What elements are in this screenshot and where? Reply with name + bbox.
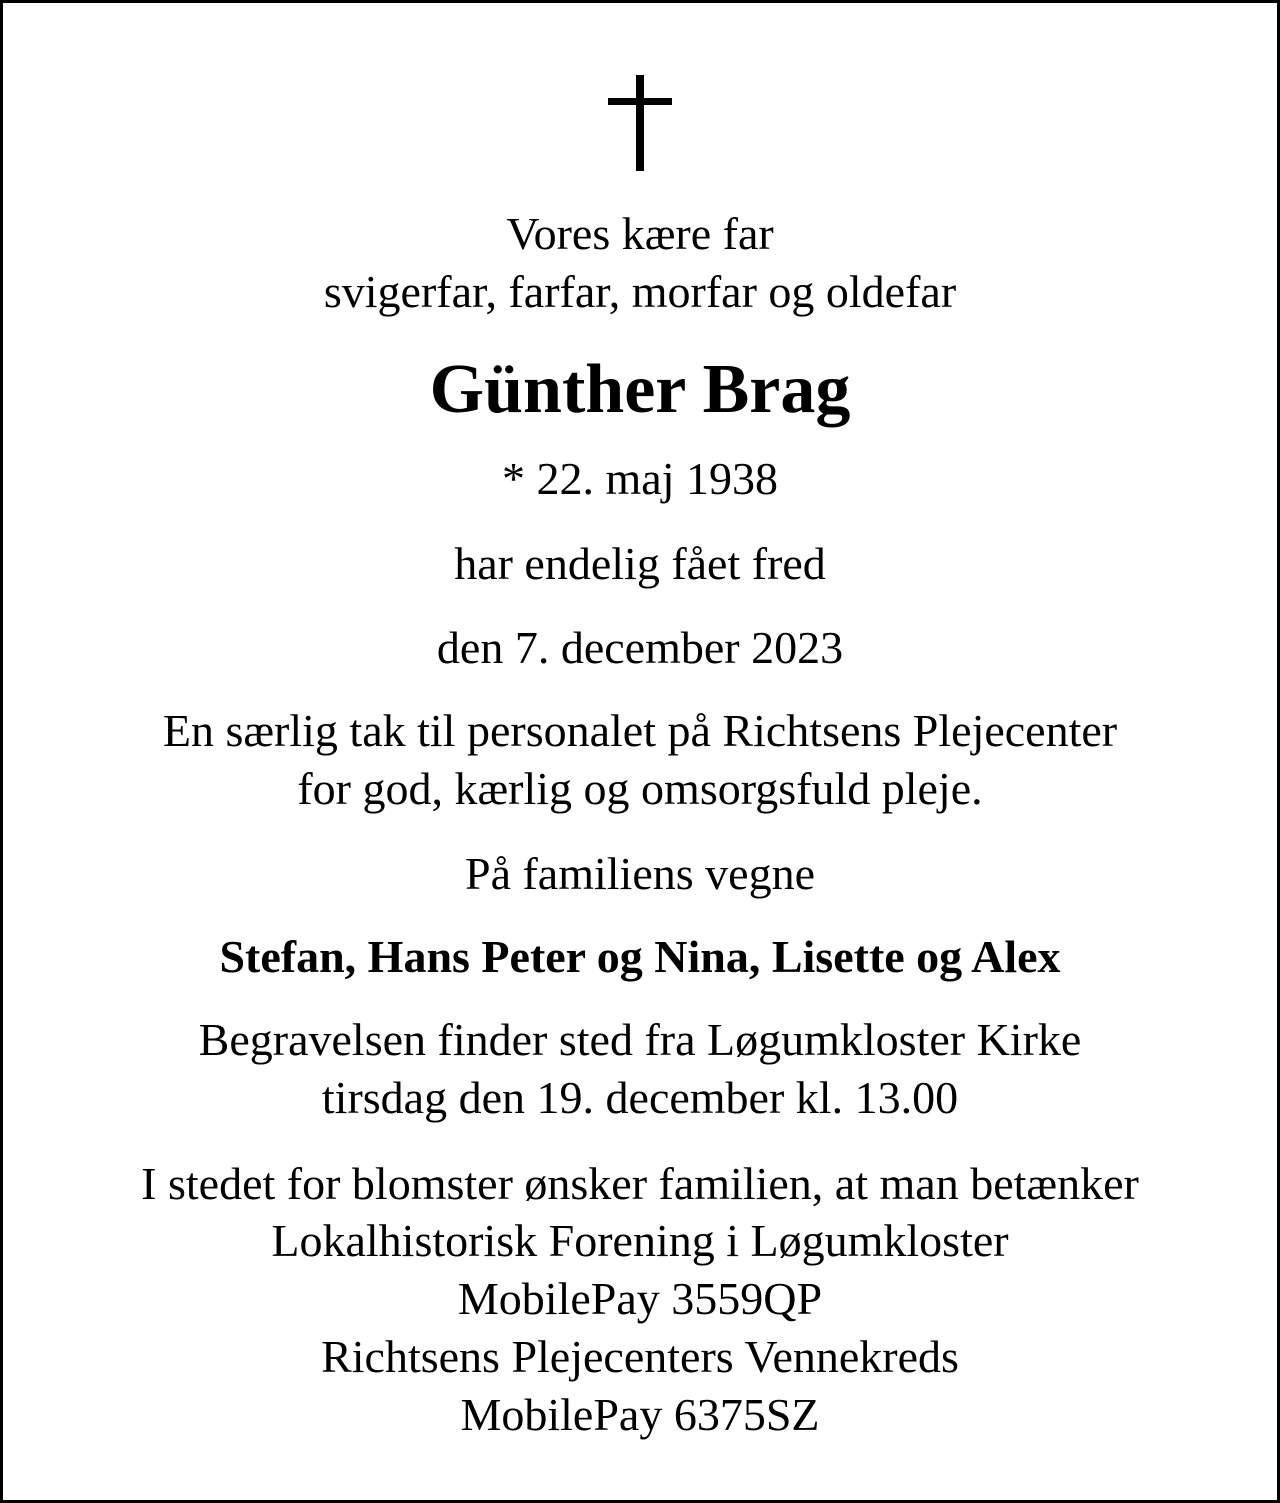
- birth-date: * 22. maj 1938: [502, 453, 778, 504]
- intro-line-2: svigerfar, farfar, morfar og oldefar: [323, 266, 957, 317]
- donation-line-1: I stedet for blomster ønsker familien, at man betænker: [141, 1158, 1139, 1209]
- death-date: den 7. december 2023: [436, 622, 844, 673]
- passed-text: har endelig fået fred: [454, 538, 826, 589]
- donation-line-4: Richtsens Plejecenters Vennekreds: [321, 1331, 959, 1382]
- thanks-line-1: En særlig tak til personalet på Richtsens Plejecenter: [162, 705, 1118, 756]
- donation-line-5: MobilePay 6375SZ: [460, 1389, 820, 1440]
- signers: Stefan, Hans Peter og Nina, Lisette og Alex: [219, 931, 1061, 982]
- intro-line-1: Vores kære far: [506, 208, 774, 259]
- donation-line-2: Lokalhistorisk Forening i Løgumkloster: [271, 1215, 1009, 1266]
- funeral-line-1: Begravelsen finder sted fra Løgumkloster Kirke: [198, 1014, 1082, 1065]
- thanks-line-2: for god, kærlig og omsorgsfuld pleje.: [297, 763, 983, 814]
- funeral-line-2: tirsdag den 19. december kl. 13.00: [321, 1072, 959, 1123]
- donation-line-3: MobilePay 3559QP: [457, 1273, 823, 1324]
- deceased-name: Günther Brag: [429, 351, 851, 428]
- cross-icon: [608, 75, 672, 171]
- on-behalf-text: På familiens vegne: [464, 848, 815, 899]
